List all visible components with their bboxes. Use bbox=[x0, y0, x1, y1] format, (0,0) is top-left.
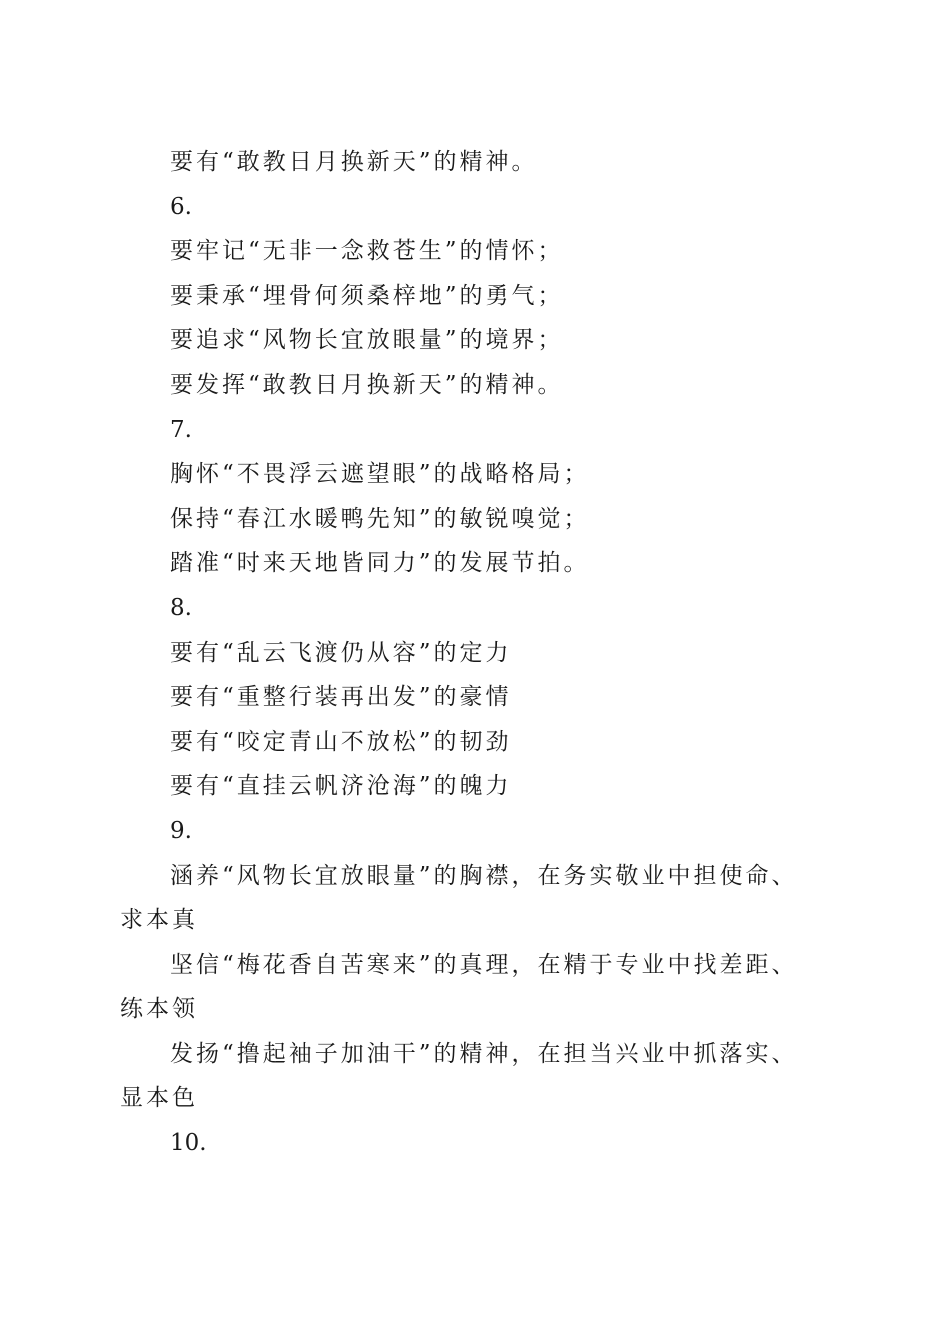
text-line: 踏准“时来天地皆同力”的发展节拍。 bbox=[170, 550, 590, 577]
text-line: 坚信“梅花香自苦寒来”的真理，在精于专业中找差距、 bbox=[170, 951, 798, 978]
text-line: 要牢记“无非一念救苍生”的情怀； bbox=[170, 238, 564, 265]
text-line: 发扬“撸起袖子加油干”的精神，在担当兴业中抓落实、 bbox=[170, 1040, 798, 1067]
text-line: 要有“重整行装再出发”的豪情 bbox=[170, 684, 512, 711]
section-number: 8. bbox=[170, 594, 192, 621]
text-line: 胸怀“不畏浮云遮望眼”的战略格局； bbox=[170, 461, 590, 488]
section-number: 9. bbox=[170, 817, 192, 844]
text-line-continuation: 显本色 bbox=[120, 1085, 198, 1112]
document-body bbox=[120, 140, 820, 1166]
text-line: 要秉承“埋骨何须桑梓地”的勇气； bbox=[170, 282, 564, 309]
text-line: 要有“敢教日月换新天”的精神。 bbox=[170, 149, 538, 175]
text-line: 要发挥“敢教日月换新天”的精神。 bbox=[170, 371, 564, 398]
text-line: 保持“春江水暖鸭先知”的敏锐嗅觉； bbox=[170, 505, 590, 532]
text-line: 要追求“风物长宜放眼量”的境界； bbox=[170, 327, 564, 354]
text-line: 要有“乱云飞渡仍从容”的定力 bbox=[170, 639, 512, 666]
section-number: 7. bbox=[170, 416, 192, 443]
section-number: 10. bbox=[170, 1130, 207, 1157]
text-line: 要有“咬定青山不放松”的韧劲 bbox=[170, 728, 512, 755]
section-number: 6. bbox=[170, 193, 192, 220]
text-line: 要有“直挂云帆济沧海”的魄力 bbox=[170, 773, 512, 800]
text-line-continuation: 练本领 bbox=[120, 996, 198, 1023]
text-line-continuation: 求本真 bbox=[120, 907, 198, 934]
text-line: 涵养“风物长宜放眼量”的胸襟，在务实敬业中担使命、 bbox=[170, 862, 798, 889]
